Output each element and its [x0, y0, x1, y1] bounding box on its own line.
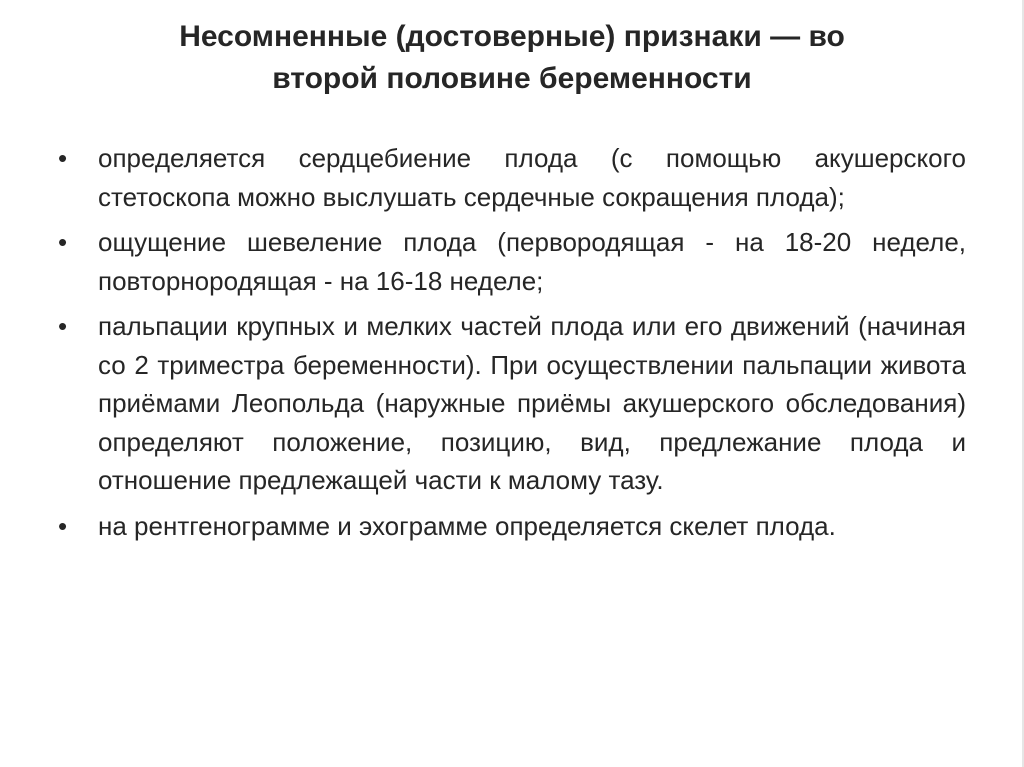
- slide-title-line-2: второй половине беременности: [272, 62, 752, 95]
- bullet-icon: •: [58, 143, 68, 173]
- bullet-item-heartbeat: [58, 139, 966, 216]
- bullet-text-heartbeat: определяется сердцебиение плода (с помощью акушерского стетоскопа можно выслушать сердечные сокращения плода);: [98, 143, 966, 212]
- slide-title: [100, 16, 924, 100]
- bullet-item-imaging: [58, 507, 966, 546]
- bullet-text-movement: ощущение шевеление плода (первородящая - на 18-20 неделе, повторнородящая - на 16-18 неделе;: [98, 227, 966, 296]
- bullet-list: [58, 139, 966, 552]
- bullet-text-palpation: пальпации крупных и мелких частей плода или его движений (начиная со 2 триместра беременности). При осуществлении пальпации живота приёмами Леопольда (наружные приёмы акушерского обследования) определяют положение, позицию, вид, предлежание плода и отношение предлежащей части к малому тазу.: [98, 311, 966, 495]
- bullet-item-movement: [58, 223, 966, 300]
- bullet-icon: •: [58, 510, 68, 541]
- bullet-icon: •: [58, 227, 68, 257]
- bullet-icon: •: [58, 311, 68, 341]
- bullet-item-palpation: [58, 307, 966, 500]
- slide-title-line-1: Несомненные (достоверные) признаки — во: [179, 20, 845, 53]
- bullet-text-imaging: на рентгенограмме и эхограмме определяется скелет плода.: [98, 510, 836, 541]
